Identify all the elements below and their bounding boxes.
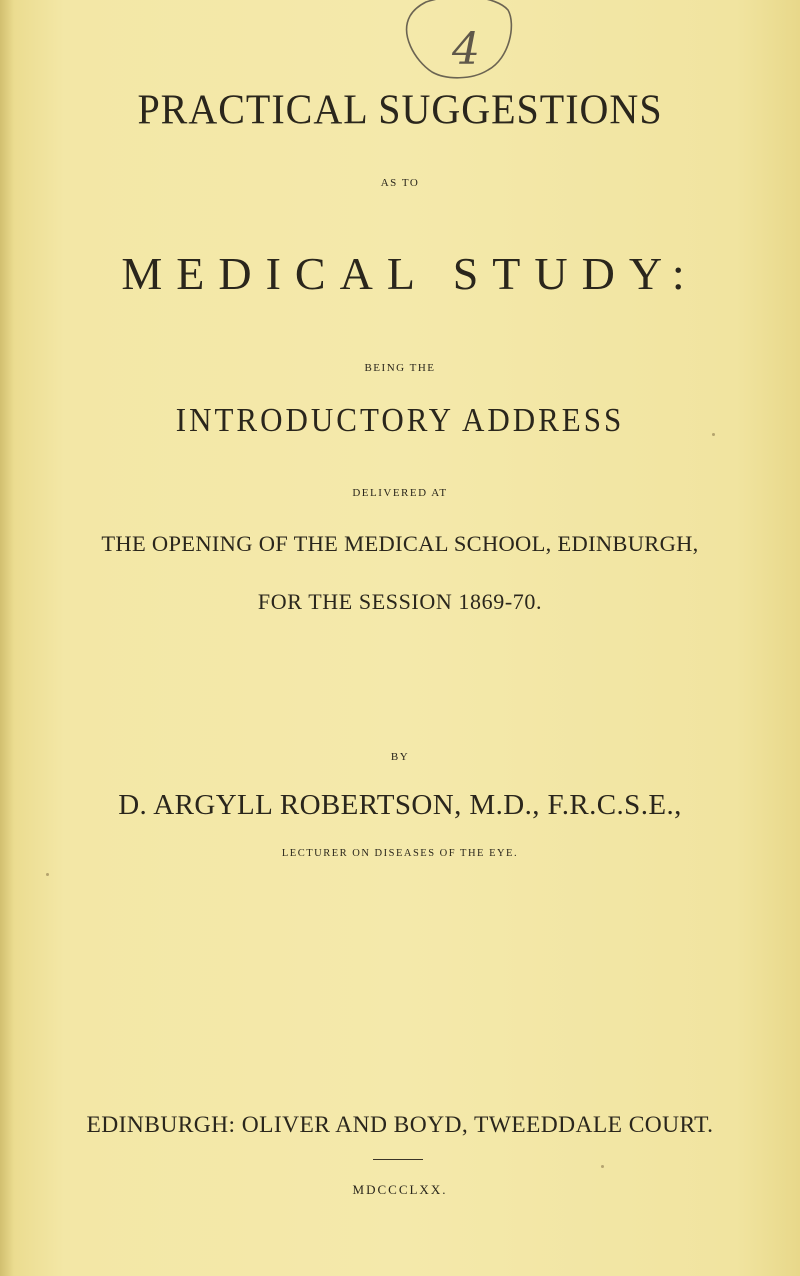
main-heading: MEDICAL STUDY: xyxy=(121,248,699,299)
page-title: PRACTICAL SUGGESTIONS xyxy=(137,85,663,134)
being-the-label: BEING THE xyxy=(364,362,436,374)
delivered-at-label: DELIVERED AT xyxy=(352,487,448,499)
paper-speck xyxy=(712,433,715,436)
author-role: LECTURER ON DISEASES OF THE EYE. xyxy=(281,848,519,859)
page-edge-shadow xyxy=(0,0,14,1276)
paper-speck xyxy=(601,1165,604,1168)
author-name: D. ARGYLL ROBERTSON, M.D., F.R.C.S.E., xyxy=(118,789,682,821)
paper-speck xyxy=(46,873,49,876)
address-heading: INTRODUCTORY ADDRESS xyxy=(175,400,625,439)
publication-year: MDCCCLXX. xyxy=(352,1182,448,1197)
by-label: BY xyxy=(390,751,410,763)
stamp-number: 4 xyxy=(452,24,480,75)
occasion-line: THE OPENING OF THE MEDICAL SCHOOL, EDINBURGH, xyxy=(101,531,699,556)
divider-rule xyxy=(373,1159,423,1160)
publisher-imprint: EDINBURGH: OLIVER AND BOYD, TWEEDDALE COURT. xyxy=(86,1112,714,1138)
session-line: FOR THE SESSION 1869-70. xyxy=(257,589,543,614)
library-stamp-icon xyxy=(386,0,526,82)
as-to-label: AS TO xyxy=(380,177,420,189)
